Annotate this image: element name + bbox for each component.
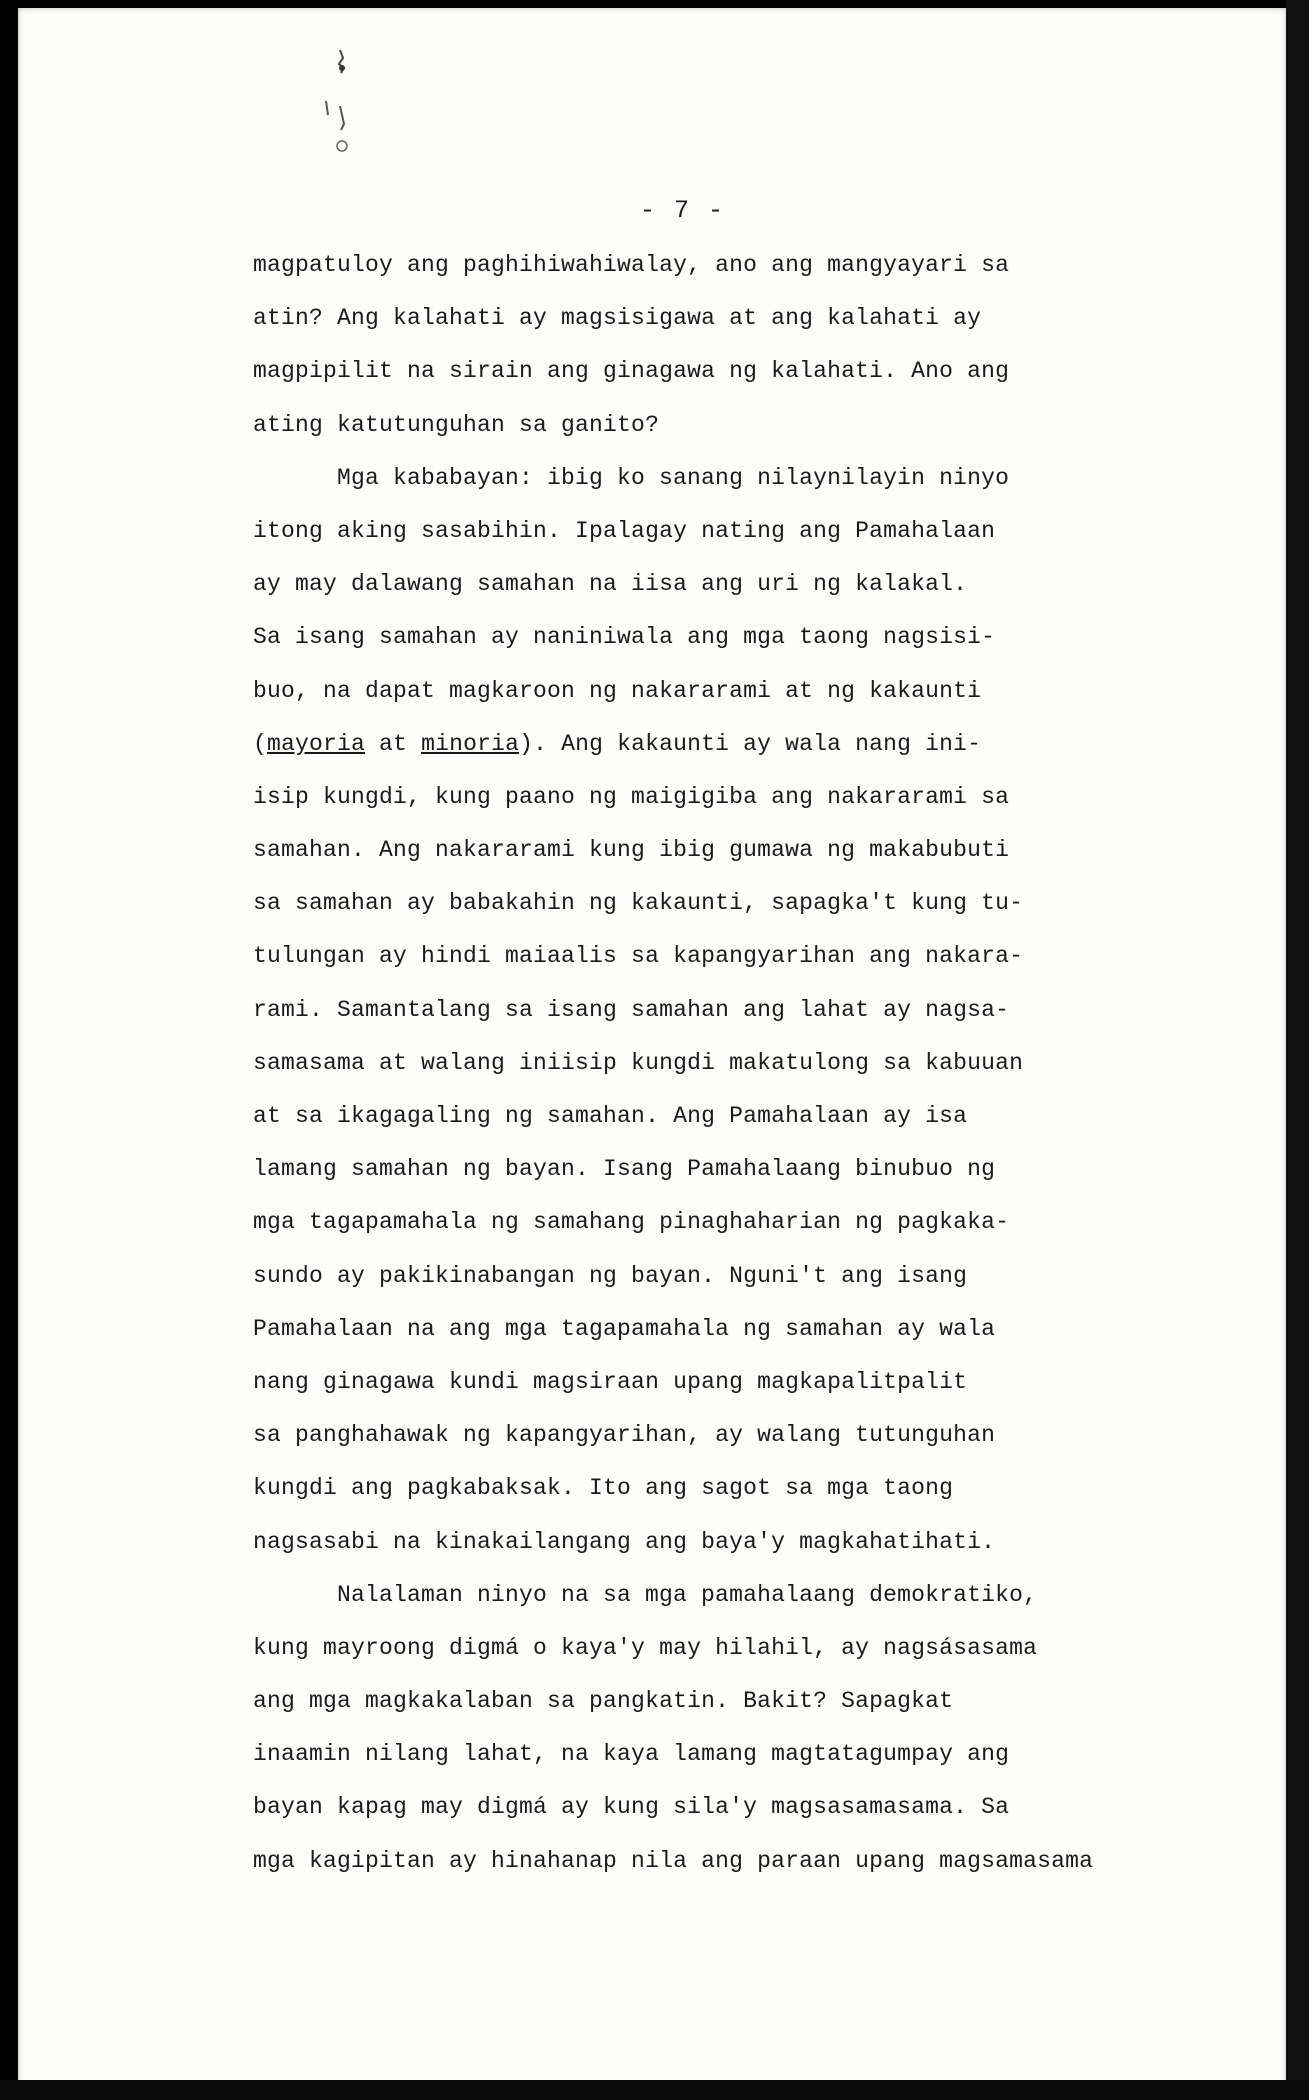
text-line: tulungan ay hindi maiaalis sa kapangyarihan ang nakara- — [253, 943, 1024, 970]
text-line-underlined — [253, 724, 1223, 777]
underlined-word-mayoria: mayoria — [267, 730, 366, 757]
text-line: bayan kapag may digmá ay kung sila'y magsasamasama. Sa — [253, 1794, 1010, 1821]
text-line: Mga kababayan: ibig ko sanang nilaynilayin ninyo — [337, 464, 1010, 491]
text-line: lamang samahan ng bayan. Isang Pamahalaang binubuo ng — [253, 1156, 996, 1183]
text-line: Nalalaman ninyo na sa mga pamahalaang demokratiko, — [337, 1581, 1038, 1608]
smudge-mark-icon — [318, 46, 358, 156]
text-line: Sa isang samahan ay naniniwala ang mga taong nagsisi- — [253, 624, 996, 651]
text-line: ating katutunguhan sa ganito? — [253, 411, 660, 438]
text-line: nagsasabi na kinakailangang ang baya'y magkahatihati. — [253, 1528, 996, 1555]
body-text — [253, 245, 1223, 1894]
text-line: inaamin nilang lahat, na kaya lamang magtatagumpay ang — [253, 1741, 1010, 1768]
line-rest: ). Ang kakaunti ay wala nang ini- — [519, 730, 982, 757]
conjunction: at — [365, 730, 422, 757]
paren-open: ( — [253, 730, 268, 757]
text-line: sundo ay pakikinabangan ng bayan. Nguni't ang isang — [253, 1262, 968, 1289]
text-line: mga kagipitan ay hinahanap nila ang paraan upang magsamasama — [253, 1847, 1094, 1874]
text-line: sa samahan ay babakahin ng kakaunti, sapagka't kung tu- — [253, 890, 1024, 917]
text-line: magpipilit na sirain ang ginagawa ng kalahati. Ano ang — [253, 358, 1010, 385]
text-line: sa panghahawak ng kapangyarihan, ay walang tutunguhan — [253, 1422, 996, 1449]
scan-edge-bottom — [0, 2080, 1309, 2100]
text-line: isip kungdi, kung paano ng maigigiba ang nakararami sa — [253, 783, 1010, 810]
text-line: rami. Samantalang sa isang samahan ang lahat ay nagsa- — [253, 996, 1010, 1023]
text-line: itong aking sasabihin. Ipalagay nating ang Pamahalaan — [253, 517, 996, 544]
text-line: Pamahalaan na ang mga tagapamahala ng samahan ay wala — [253, 1315, 996, 1342]
text-line: ay may dalawang samahan na iisa ang uri ng kalakal. — [253, 571, 968, 598]
text-line: at sa ikagagaling ng samahan. Ang Pamahalaan ay isa — [253, 1103, 968, 1129]
text-line: kungdi ang pagkabaksak. Ito ang sagot sa mga taong — [253, 1475, 954, 1502]
text-line: buo, na dapat magkaroon ng nakararami at ng kakaunti — [253, 677, 982, 704]
text-line: magpatuloy ang paghihiwahiwalay, ano ang mangyayari sa — [253, 252, 1010, 278]
text-line: ang mga magkakalaban sa pangkatin. Bakit? Sapagkat — [253, 1688, 954, 1715]
underlined-word-minoria: minoria — [421, 730, 520, 757]
text-line: samahan. Ang nakararami kung ibig gumawa ng makabubuti — [253, 837, 1010, 864]
text-line: kung mayroong digmá o kaya'y may hilahil, ay nagsásasama — [253, 1634, 1038, 1661]
text-line: mga tagapamahala ng samahang pinaghaharian ng pagkaka- — [253, 1209, 1010, 1236]
text-line: atin? Ang kalahati ay magsisigawa at ang kalahati ay — [253, 305, 982, 332]
text-line: samasama at walang iniisip kungdi makatulong sa kabuuan — [253, 1049, 1024, 1076]
page-number: - 7 - — [640, 196, 726, 225]
scan-edge-right — [1286, 0, 1309, 2100]
text-line: nang ginagawa kundi magsiraan upang magkapalitpalit — [253, 1368, 968, 1395]
